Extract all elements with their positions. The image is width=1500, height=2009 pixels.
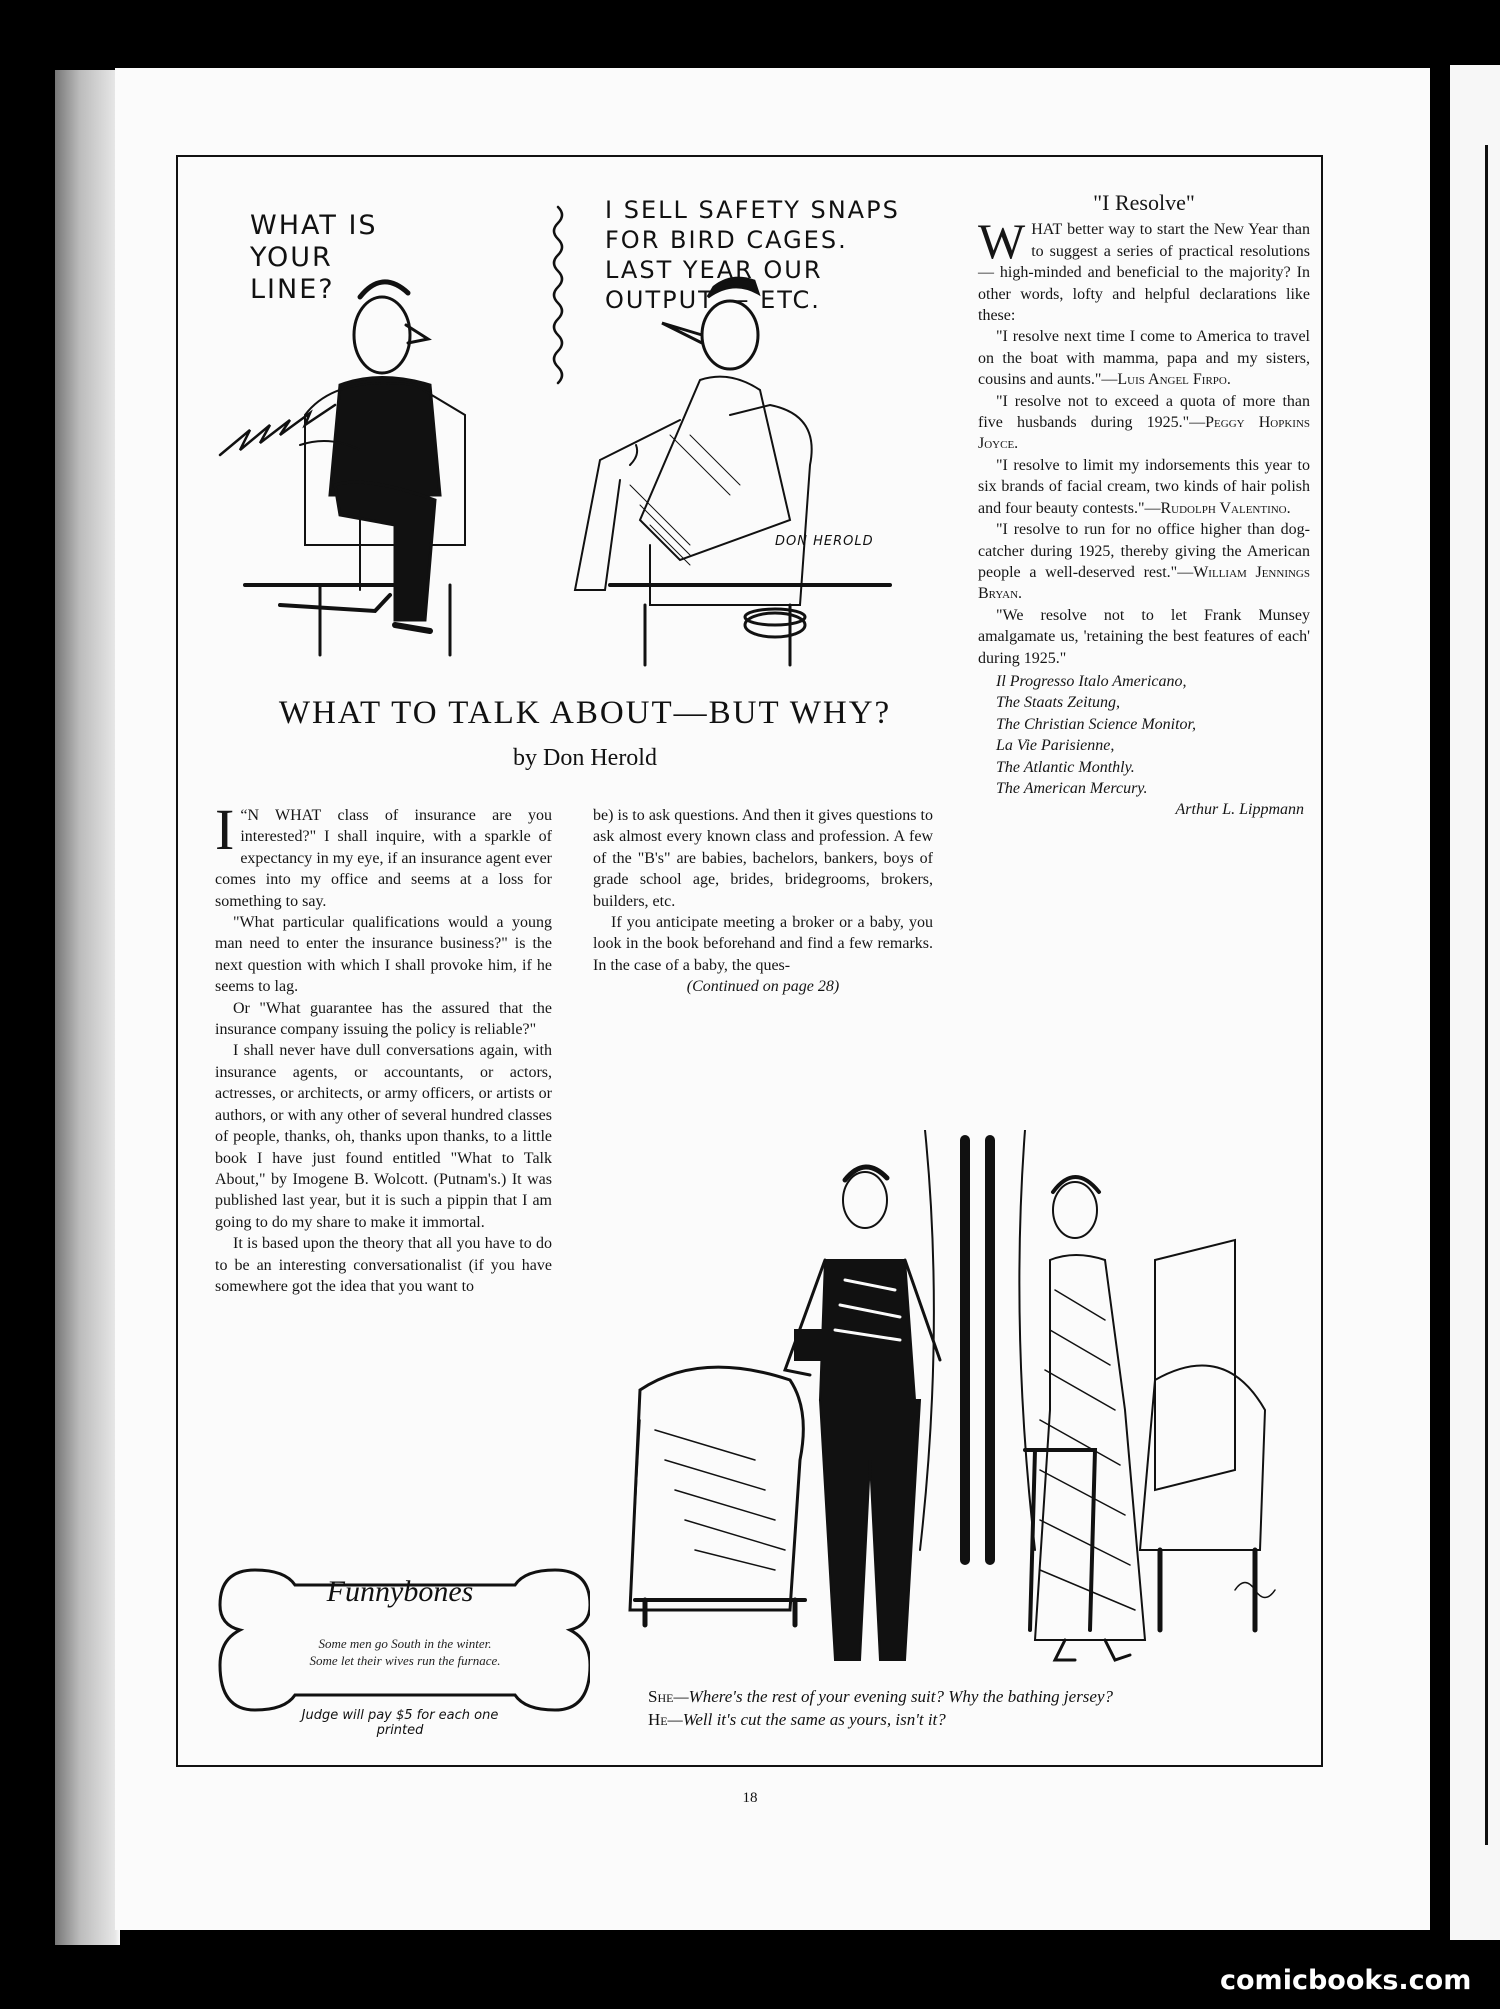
article-byline: by Don Herold	[513, 745, 657, 771]
resolution-valentino: "I resolve to limit my indorsements this year to six brands of facial cream, two kinds of hair polish and four beauty contests."—Rudolph Valentino.	[978, 456, 1310, 517]
newspaper-list	[996, 671, 1310, 799]
site-watermark: comicbooks.com	[1220, 1965, 1472, 1996]
article-paragraph-1: “ I N WHAT class of insurance are you interested?" I shall inquire, with a sparkle of expectancy in my eye, if an insurance agent ever comes into my office and seems at a loss for something to say.	[215, 797, 552, 910]
funnybones-title: Funnybones	[326, 1575, 474, 1608]
newspaper-name: Il Progresso Italo Americano,	[996, 672, 1187, 690]
caption-he-line: He—Well it's cut the same as yours, isn't it?	[648, 1710, 946, 1729]
article-paragraph-2: "What particular qualifications would a young man need to enter the insurance business?" is the next question with which I shall provoke him, if he seems to lag.	[215, 914, 552, 996]
cartoonist-signature: DON HEROLD	[775, 534, 874, 549]
article-column-1	[215, 797, 552, 1297]
cartoon-caption	[648, 1685, 1288, 1731]
resolution-joyce: "I resolve not to exceed a quota of more than five husbands during 1925."—Peggy Hopkins Joyce.	[978, 392, 1311, 453]
speech-bubble-safety-snaps: I SELL SAFETY SNAPS FOR BIRD CAGES. LAST YEAR OUR OUTPUT — ETC.	[605, 196, 900, 314]
bottom-cartoon-illustration	[595, 1130, 1295, 1680]
caption-she-line: She—Where's the rest of your evening suit? Why the bathing jersey?	[648, 1687, 1114, 1706]
funnybones-joke-box	[215, 1565, 590, 1738]
resolve-signoff: Arthur L. Lippmann	[1175, 801, 1304, 819]
newspaper-name: The Christian Science Monitor,	[996, 715, 1196, 733]
article-column-2	[593, 805, 933, 998]
newspaper-name: The American Mercury.	[996, 779, 1148, 797]
book-gutter-left	[55, 70, 120, 1945]
article-paragraph-4: I shall never have dull conversations again, with insurance agents, or accountants, or actors, actresses, or architects, or army officers, or artists or authors, or with any other of several hundred classes of people, thanks, oh, thanks upon thanks, to a little book I have just found entitled "What to Talk About," by Imogene B. Wolcott. (Putnam's.) It was published last year, but it is such a pippin that I am going to do my share to make it immortal.	[215, 1042, 552, 1231]
resolve-intro: WHAT better way to start the New Year than to suggest a series of practical resolutions — high-minded and beneficial to the majority? In other words, lofty and helpful declarations like these:	[978, 213, 1310, 325]
article-headline: WHAT TO TALK ABOUT—BUT WHY?	[278, 695, 892, 731]
article-paragraph-7: If you anticipate meeting a broker or a baby, you look in the book beforehand and find a few remarks. In the case of a baby, the ques-	[593, 914, 933, 974]
resolution-bryan: "I resolve to run for no office higher than dog-catcher during 1925, thereby giving the American people a well-deserved rest."—William Jennings Bryan.	[978, 521, 1310, 603]
article-paragraph-3: Or "What guarantee has the assured that the insurance company issuing the policy is reliable?"	[215, 999, 552, 1039]
newspaper-name: La Vie Parisienne,	[996, 737, 1115, 755]
funnybones-footer: Judge will pay $5 for each one printed	[301, 1708, 499, 1738]
newspaper-name: The Atlantic Monthly.	[996, 758, 1135, 776]
drop-cap: I	[215, 797, 235, 862]
resolve-drop-cap: W	[978, 213, 1026, 270]
funnybones-joke: Some men go South in the winter. Some let their wives run the furnace.	[309, 1636, 501, 1668]
speech-bubble-what-is-your-line: WHAT IS YOUR LINE?	[250, 210, 378, 305]
resolution-firpo: "I resolve next time I come to America to travel on the boat with mamma, papa and my sisters, cousins and aunts."—Luis Angel Firpo.	[978, 328, 1310, 389]
resolution-newspapers: "We resolve not to let Frank Munsey amalgamate us, 'retaining the best features of each' during 1925."	[978, 606, 1310, 667]
resolve-column	[978, 192, 1310, 821]
page-number: 18	[742, 1790, 758, 1806]
facing-page-edge	[1450, 65, 1500, 1940]
article-paragraph-5: It is based upon the theory that all you have to do to be an interesting conversationalist (if you have somewhere got the idea that you want to	[215, 1235, 552, 1295]
continued-on-page: (Continued on page 28)	[686, 978, 840, 996]
resolve-title: "I Resolve"	[1093, 190, 1195, 215]
article-paragraph-6: be) is to ask questions. And then it gives questions to ask almost every known class and profession. A few of the "B's" are babies, bachelors, bankers, boys of grade school age, brides, bridegrooms, brokers, builders, etc.	[593, 807, 933, 910]
newspaper-name: The Staats Zeitung,	[996, 694, 1121, 712]
